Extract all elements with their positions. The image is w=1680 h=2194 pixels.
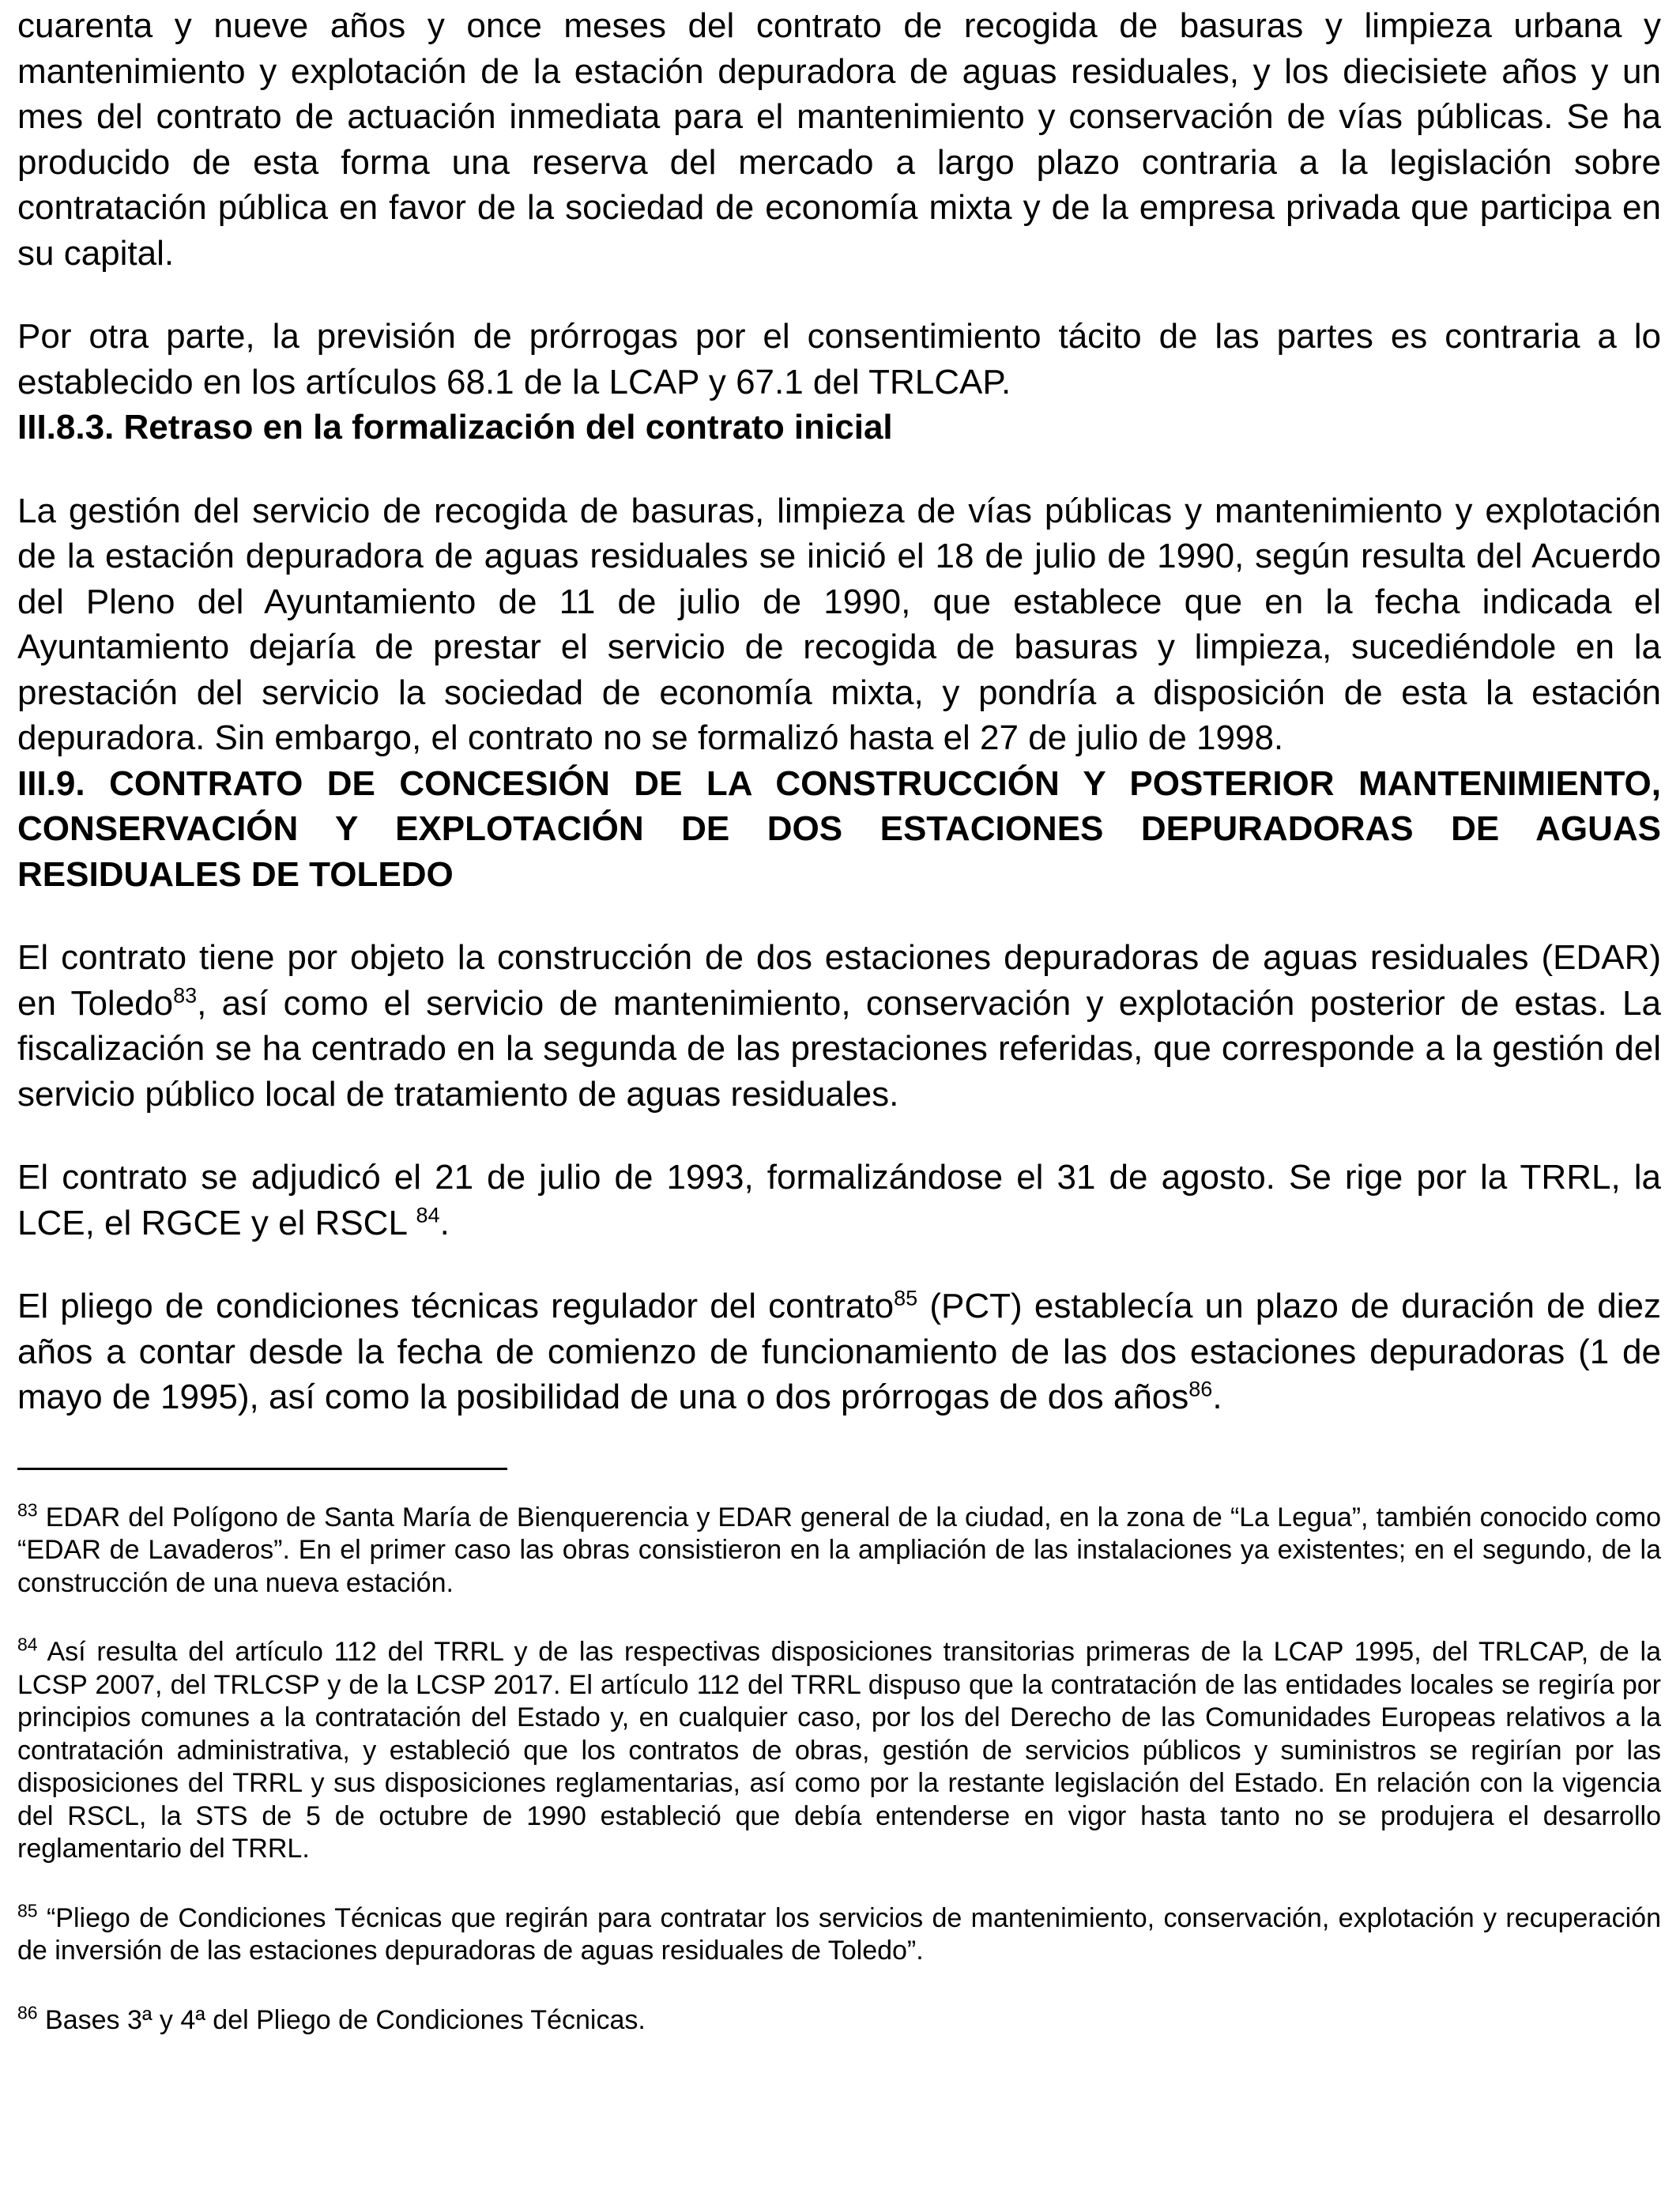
paragraph-6-text-a: El pliego de condiciones técnicas regulador del contrato [17,1287,895,1325]
paragraph-4-text-b: , así como el servicio de mantenimiento, conservación y explotación posterior de estas. La fiscalización se ha centrado en la segunda de las prestaciones referidas, que corresponde a la gestión del servicio público local de tratamiento de aguas residuales. [17,983,1662,1114]
paragraph-4-text-a: El contrato tiene por objeto la construcción de dos estaciones depuradoras de aguas residuales (EDAR) en Toledo [17,938,1661,1023]
footnote-83 [17,1499,1661,1600]
footnote-number: 86 [17,2002,38,2023]
footnote-text: EDAR del Polígono de Santa María de Bienquerencia y EDAR general de la ciudad, en la zona de “La Legua”, también conocido como “EDAR de Lavaderos”. En el primer caso las obras consistieron en la ampliación de las instalaciones ya existentes; en el segundo, de la construcción de una nueva estación. [17,1502,1661,1598]
paragraph-5-text-b: . [439,1203,450,1242]
footnote-text: “Pliego de Condiciones Técnicas que regirán para contratar los servicios de mantenimiento, conservación, explotación y recuperación de inversión de las estaciones depuradoras de aguas residuales de Toledo”. [17,1902,1661,1966]
body-paragraph-3: La gestión del servicio de recogida de basuras, limpieza de vías públicas y mantenimiento y explotación de la estación depuradora de aguas residuales se inició el 18 de julio de 1990, según resulta del Acuerdo del Pleno del Ayuntamiento de 11 de julio de 1990, que establece que en la fecha indicada el Ayuntamiento dejaría de prestar el servicio de recogida de basuras y limpieza, sucediéndole en la prestación del servicio la sociedad de economía mixta, y pondría a disposición de esta la estación depuradora. Sin embargo, el contrato no se formalizó hasta el 27 de julio de 1998. [17,491,1661,757]
body-paragraph-4 [17,935,1661,1117]
body-paragraph-5 [17,1155,1661,1246]
footnote-ref-84[interactable]: 84 [416,1202,440,1227]
paragraph-5-text-a: El contrato se adjudicó el 21 de julio de 1993, formalizándose el 31 de agosto. Se rige por la TRRL, la LCE, el RGCE y el RSCL [17,1158,1661,1242]
footnote-ref-83[interactable]: 83 [173,982,198,1007]
paragraph-6-text-b: (PCT) establecía un plazo de duración de diez años a contar desde la fecha de comienzo de funcionamiento de las dos estaciones depuradoras (1 de mayo de 1995), así como la posibilidad de una o dos prórrogas de dos años [17,1287,1661,1416]
footnote-number: 84 [17,1634,38,1655]
section-heading-iii-8-3: III.8.3. Retraso en la formalización del contrato inicial [17,408,893,447]
footnote-ref-85[interactable]: 85 [894,1286,918,1310]
footnote-number: 85 [17,1900,38,1921]
body-paragraph-6 [17,1284,1661,1420]
footnote-text: Así resulta del artículo 112 del TRRL y de las respectivas disposiciones transitorias primeras de la LCAP 1995, del TRLCAP, de la LCSP 2007, del TRLCSP y de la LCSP 2017. El artículo 112 del TRRL dispuso que la contratación de las entidades locales se regiría por principios comunes a la contratación del Estado y, en cualquier caso, por los del Derecho de las Comunidades Europeas relativos a la contratación administrativa, y estableció que los contratos de obras, gestión de servicios públicos y suministros se regirían por las disposiciones del TRRL y sus disposiciones reglamentarias, así como por la restante legislación del Estado. En relación con la vigencia del RSCL, la STS de 5 de octubre de 1990 estableció que debía entenderse en vigor hasta tanto no se produjera el desarrollo reglamentario del TRRL. [17,1637,1661,1864]
body-paragraph-2: Por otra parte, la previsión de prórrogas por el consentimiento tácito de las partes es contraria a lo establecido en los artículos 68.1 de la LCAP y 67.1 del TRLCAP. [17,317,1661,401]
footnote-84 [17,1636,1661,1866]
footnote-86 [17,2004,1661,2038]
section-heading-iii-9: III.9. CONTRATO DE CONCESIÓN DE LA CONSTRUCCIÓN Y POSTERIOR MANTENIMIENTO, CONSERVACIÓN Y EXPLOTACIÓN DE DOS ESTACIONES DEPURADORAS DE AGUAS RESIDUALES DE TOLEDO [17,763,1661,894]
footnote-number: 83 [17,1499,38,1521]
body-paragraph-1: cuarenta y nueve años y once meses del contrato de recogida de basuras y limpieza urbana y mantenimiento y explotación de la estación depuradora de aguas residuales, y los diecisiete años y un mes del contrato de actuación inmediata para el mantenimiento y conservación de vías públicas. Se ha producido de esta forma una reserva del mercado a largo plazo contraria a la legislación sobre contratación pública en favor de la sociedad de economía mixta y de la empresa privada que participa en su capital. [17,6,1661,273]
footnote-text: Bases 3ª y 4ª del Pliego de Condiciones Técnicas. [37,2004,646,2035]
footnote-separator [17,1468,507,1470]
footnote-85 [17,1902,1661,1968]
document-page [17,3,1661,2037]
footnote-ref-86[interactable]: 86 [1188,1377,1213,1401]
paragraph-6-text-c: . [1212,1378,1222,1416]
